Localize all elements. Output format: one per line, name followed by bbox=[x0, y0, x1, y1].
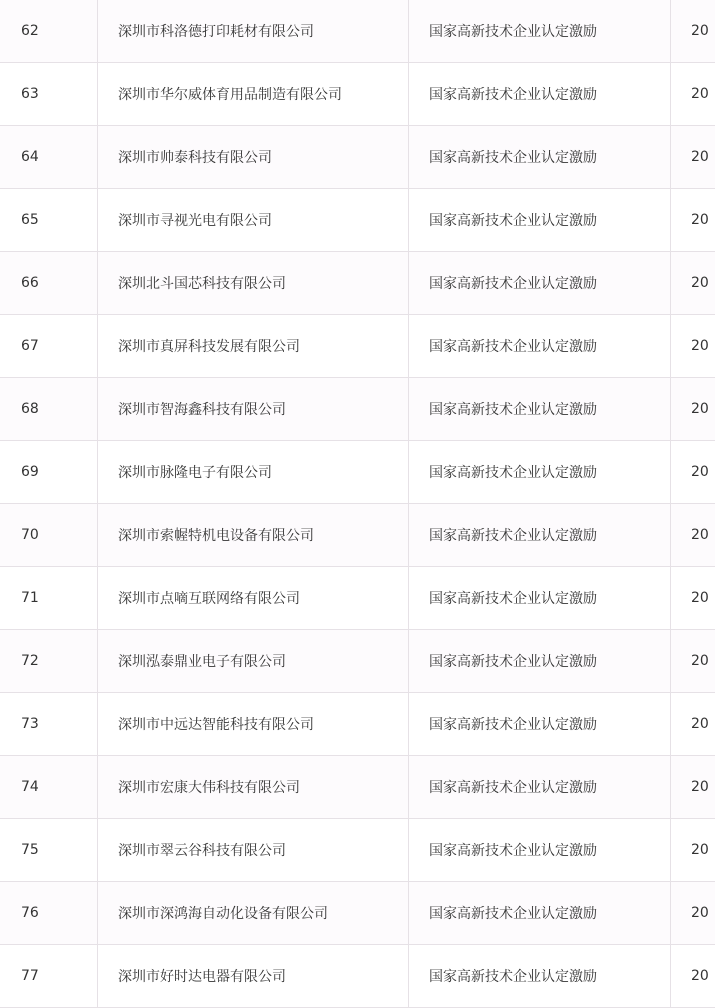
award-type-cell: 国家高新技术企业认定激励 bbox=[409, 945, 671, 1008]
amount-cell: 20 bbox=[671, 126, 715, 189]
amount-cell: 20 bbox=[671, 315, 715, 378]
row-index-cell: 62 bbox=[0, 0, 98, 63]
row-index-cell: 74 bbox=[0, 756, 98, 819]
amount-cell: 20 bbox=[671, 378, 715, 441]
table-row bbox=[0, 63, 715, 126]
award-type-cell: 国家高新技术企业认定激励 bbox=[409, 882, 671, 945]
table-row bbox=[0, 882, 715, 945]
company-name-cell: 深圳市帅泰科技有限公司 bbox=[98, 126, 409, 189]
amount-cell: 20 bbox=[671, 693, 715, 756]
company-name-cell: 深圳市中远达智能科技有限公司 bbox=[98, 693, 409, 756]
amount-cell: 20 bbox=[671, 0, 715, 63]
award-type-cell: 国家高新技术企业认定激励 bbox=[409, 441, 671, 504]
amount-cell: 20 bbox=[671, 630, 715, 693]
row-index-cell: 76 bbox=[0, 882, 98, 945]
row-index-cell: 63 bbox=[0, 63, 98, 126]
amount-cell: 20 bbox=[671, 756, 715, 819]
award-type-cell: 国家高新技术企业认定激励 bbox=[409, 126, 671, 189]
row-index-cell: 68 bbox=[0, 378, 98, 441]
award-type-cell: 国家高新技术企业认定激励 bbox=[409, 63, 671, 126]
table-row bbox=[0, 315, 715, 378]
amount-cell: 20 bbox=[671, 189, 715, 252]
award-type-cell: 国家高新技术企业认定激励 bbox=[409, 0, 671, 63]
company-name-cell: 深圳市索幄特机电设备有限公司 bbox=[98, 504, 409, 567]
table-row bbox=[0, 945, 715, 1008]
company-name-cell: 深圳市宏康大伟科技有限公司 bbox=[98, 756, 409, 819]
row-index-cell: 71 bbox=[0, 567, 98, 630]
award-type-cell: 国家高新技术企业认定激励 bbox=[409, 756, 671, 819]
company-name-cell: 深圳市科洛德打印耗材有限公司 bbox=[98, 0, 409, 63]
table-row bbox=[0, 441, 715, 504]
company-name-cell: 深圳市好时达电器有限公司 bbox=[98, 945, 409, 1008]
award-type-cell: 国家高新技术企业认定激励 bbox=[409, 378, 671, 441]
row-index-cell: 65 bbox=[0, 189, 98, 252]
company-name-cell: 深圳市深鸿海自动化设备有限公司 bbox=[98, 882, 409, 945]
amount-cell: 20 bbox=[671, 819, 715, 882]
table-row bbox=[0, 693, 715, 756]
award-type-cell: 国家高新技术企业认定激励 bbox=[409, 567, 671, 630]
amount-cell: 20 bbox=[671, 441, 715, 504]
award-type-cell: 国家高新技术企业认定激励 bbox=[409, 819, 671, 882]
row-index-cell: 73 bbox=[0, 693, 98, 756]
amount-cell: 20 bbox=[671, 945, 715, 1008]
row-index-cell: 64 bbox=[0, 126, 98, 189]
row-index-cell: 67 bbox=[0, 315, 98, 378]
row-index-cell: 77 bbox=[0, 945, 98, 1008]
company-name-cell: 深圳北斗国芯科技有限公司 bbox=[98, 252, 409, 315]
table-row bbox=[0, 0, 715, 63]
company-name-cell: 深圳泓泰鼎业电子有限公司 bbox=[98, 630, 409, 693]
table-row bbox=[0, 189, 715, 252]
table-row bbox=[0, 504, 715, 567]
row-index-cell: 69 bbox=[0, 441, 98, 504]
amount-cell: 20 bbox=[671, 504, 715, 567]
row-index-cell: 70 bbox=[0, 504, 98, 567]
company-name-cell: 深圳市脉隆电子有限公司 bbox=[98, 441, 409, 504]
amount-cell: 20 bbox=[671, 567, 715, 630]
table-row bbox=[0, 756, 715, 819]
table-row bbox=[0, 567, 715, 630]
award-type-cell: 国家高新技术企业认定激励 bbox=[409, 693, 671, 756]
table-row bbox=[0, 378, 715, 441]
company-name-cell: 深圳市翠云谷科技有限公司 bbox=[98, 819, 409, 882]
award-type-cell: 国家高新技术企业认定激励 bbox=[409, 252, 671, 315]
table-row bbox=[0, 252, 715, 315]
table-row bbox=[0, 630, 715, 693]
amount-cell: 20 bbox=[671, 252, 715, 315]
amount-cell: 20 bbox=[671, 882, 715, 945]
company-name-cell: 深圳市华尔威体育用品制造有限公司 bbox=[98, 63, 409, 126]
row-index-cell: 66 bbox=[0, 252, 98, 315]
award-type-cell: 国家高新技术企业认定激励 bbox=[409, 630, 671, 693]
table-row bbox=[0, 126, 715, 189]
row-index-cell: 75 bbox=[0, 819, 98, 882]
award-type-cell: 国家高新技术企业认定激励 bbox=[409, 189, 671, 252]
amount-cell: 20 bbox=[671, 63, 715, 126]
company-name-cell: 深圳市真屏科技发展有限公司 bbox=[98, 315, 409, 378]
company-name-cell: 深圳市点嘀互联网络有限公司 bbox=[98, 567, 409, 630]
award-type-cell: 国家高新技术企业认定激励 bbox=[409, 504, 671, 567]
company-name-cell: 深圳市寻视光电有限公司 bbox=[98, 189, 409, 252]
company-name-cell: 深圳市智海鑫科技有限公司 bbox=[98, 378, 409, 441]
table-row bbox=[0, 819, 715, 882]
row-index-cell: 72 bbox=[0, 630, 98, 693]
award-type-cell: 国家高新技术企业认定激励 bbox=[409, 315, 671, 378]
